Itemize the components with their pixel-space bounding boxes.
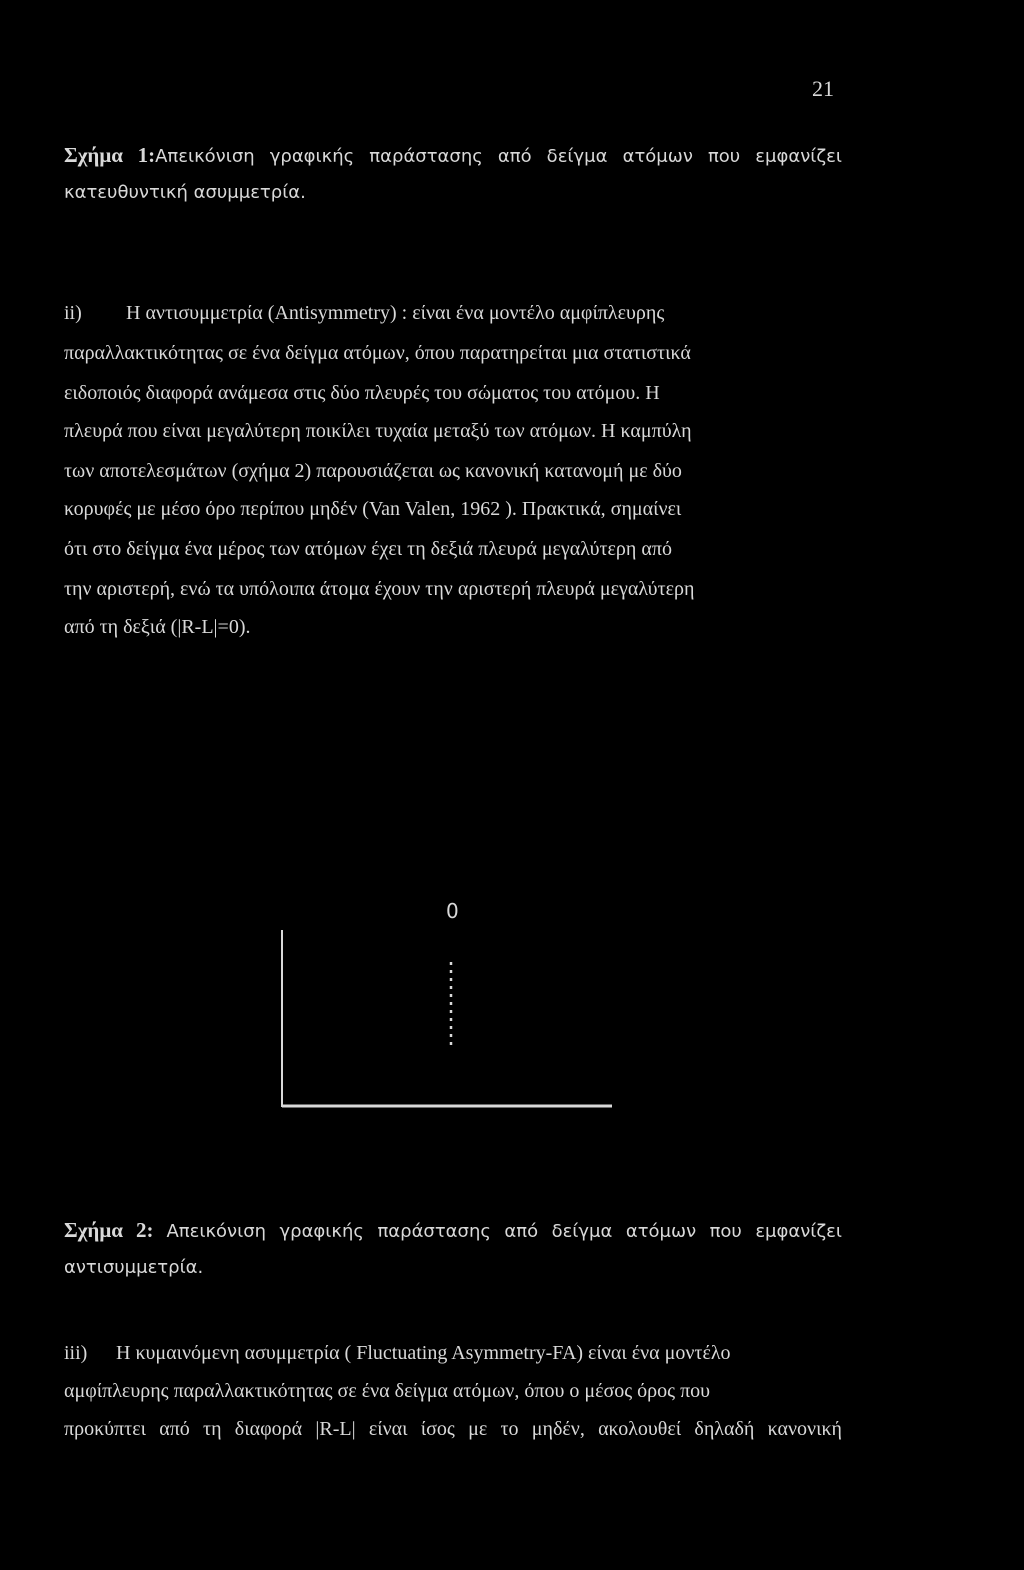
section-iii-line: Η κυμαινόμενη ασυμμετρία ( Fluctuating Asymmetry-FA) είναι ένα μοντέλο xyxy=(116,1342,731,1364)
figure-2-caption-label: Σχήμα 2: xyxy=(64,1218,154,1242)
section-ii-line: την αριστερή, ενώ τα υπόλοιπα άτομα έχουν την αριστερή πλευρά μεγαλύτερη xyxy=(64,578,695,600)
section-iii-paragraph xyxy=(64,1342,842,1462)
section-ii-line: από τη δεξιά (|R-L|=0). xyxy=(64,616,251,638)
figure-1-caption-text: Απεικόνιση γραφικής παράστασης από δείγμα ατόμων που εμφανίζει κατευθυντική ασυμμετρία. xyxy=(64,146,842,203)
section-ii-line: ότι στο δείγμα ένα μέρος των ατόμων έχει τη δεξιά πλευρά μεγαλύτερη από xyxy=(64,538,672,560)
figure-2-caption-text: Απεικόνιση γραφικής παράστασης από δείγμα ατόμων που εμφανίζει αντισυμμετρία. xyxy=(64,1221,842,1278)
section-ii-line: πλευρά που είναι μεγαλύτερη ποικίλει τυχαία μεταξύ των ατόμων. Η καμπύλη xyxy=(64,420,692,442)
section-iii-line: προκύπτει από τη διαφορά |R-L| είναι ίσος με το μηδέν, ακολουθεί δηλαδή κανονική xyxy=(64,1418,842,1440)
page-number: 21 xyxy=(812,76,834,101)
figure-2-caption xyxy=(64,1213,842,1285)
figure-1-caption-label: Σχήμα 1: xyxy=(64,143,156,167)
section-iii-marker: iii) xyxy=(64,1342,88,1364)
figure-2-zero-label: 0 xyxy=(446,899,459,923)
section-ii-line: Η αντισυμμετρία (Antisymmetry) : είναι ένα μοντέλο αμφίπλευρης xyxy=(126,302,665,324)
section-ii-line: παραλλακτικότητας σε ένα δείγμα ατόμων, όπου παρατηρείται μια στατιστικά xyxy=(64,342,691,364)
section-ii-line: των αποτελεσμάτων (σχήμα 2) παρουσιάζεται ως κανονική κατανομή με δύο xyxy=(64,460,682,482)
section-ii-line: κορυφές με μέσο όρο περίπου μηδέν (Van Valen, 1962 ). Πρακτικά, σημαίνει xyxy=(64,498,682,520)
section-ii-marker: ii) xyxy=(64,302,82,324)
section-ii-line: ειδοποιός διαφορά ανάμεσα στις δύο πλευρές του σώματος του ατόμου. Η xyxy=(64,382,660,404)
section-iii-line: αμφίπλευρης παραλλακτικότητας σε ένα δείγμα ατόμων, όπου ο μέσος όρος που xyxy=(64,1380,711,1402)
